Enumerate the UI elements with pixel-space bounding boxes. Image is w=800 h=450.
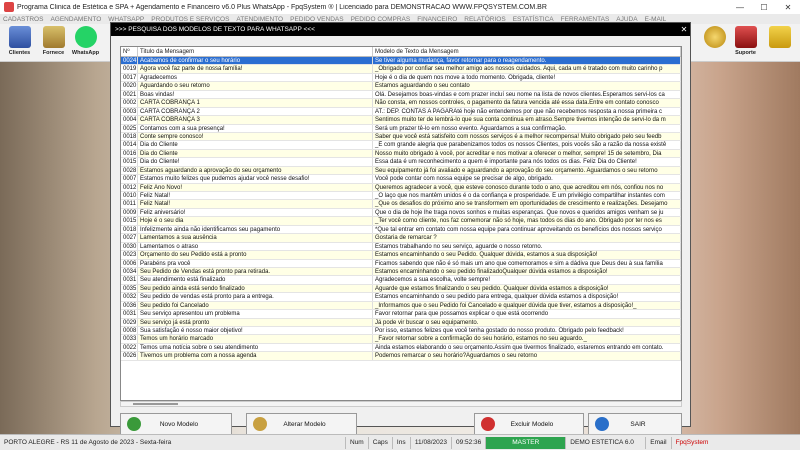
cell-title: Estamos aguardando a aprovação do seu orçamento: [138, 167, 373, 174]
cell-title: Dia do Cliente: [138, 150, 373, 157]
table-row[interactable]: [121, 150, 681, 158]
table-row[interactable]: [121, 74, 681, 82]
cell-model: Seu equipamento já foi avaliado e aguardando a aprovação do seu orçamento. Aguardamos o seu retorno: [373, 167, 681, 174]
table-row[interactable]: [121, 91, 681, 99]
cell-number: 0015: [123, 218, 137, 225]
excluir-modelo-button[interactable]: [474, 413, 584, 435]
table-row[interactable]: [121, 293, 681, 301]
cell-model: Você pode contar com nossa equipe se precisar de algo, obrigado.: [373, 175, 681, 182]
cell-title: Lamentamos a sua ausência: [138, 234, 373, 241]
table-row[interactable]: [121, 82, 681, 90]
cell-title: Feliz aniversário!: [138, 209, 373, 216]
menu-item[interactable]: WHATSAPP: [108, 15, 145, 23]
table-row[interactable]: [121, 192, 681, 200]
cell-number: 0003: [123, 108, 137, 115]
cell-title: Dia do Cliente!: [138, 158, 373, 165]
menu-item[interactable]: PEDIDO COMPRAS: [350, 15, 411, 23]
fornecedores-button[interactable]: [37, 26, 70, 60]
grid-header: [121, 47, 681, 57]
door-exit-icon: [769, 26, 791, 48]
cell-title: Tivemos um problema com a nossa agenda: [138, 352, 373, 359]
table-row[interactable]: [121, 141, 681, 149]
cell-model: Estamos aguardando o seu contato: [373, 82, 681, 89]
cell-model: *Que tal entrar em contato com nossa equipe para continuar aproveitando os benefícios dos nossos serviço: [373, 226, 681, 233]
cell-number: 0004: [123, 117, 137, 124]
cell-number: 0024: [123, 58, 137, 64]
maximize-button[interactable]: ☐: [760, 2, 768, 12]
cell-title: Dia do Cliente: [138, 141, 373, 148]
table-row[interactable]: [121, 167, 681, 175]
app-icon: [4, 2, 14, 12]
cell-title: Seu pedido foi Cancelado: [138, 302, 373, 309]
cell-model: Queremos agradecer a você, que esteve conosco durante todo o ano, que acreditou em nós, confiou nos no: [373, 184, 681, 191]
table-row[interactable]: [121, 133, 681, 141]
table-row[interactable]: [121, 99, 681, 107]
table-row[interactable]: [121, 226, 681, 234]
status-bar: [0, 434, 800, 450]
suporte-label: Suporte: [735, 50, 756, 56]
cell-title: Seu Pedido de Vendas está pronto para retirada.: [138, 268, 373, 275]
cell-number: 0035: [123, 285, 137, 292]
table-row[interactable]: [121, 310, 681, 318]
alterar-modelo-button[interactable]: [246, 413, 357, 435]
cell-model: Sentimos muito ter de lembrá-lo que sua conta continua em atraso.Sempre tivemos intenção de servi-lo da m: [373, 116, 681, 123]
cell-model: Saber que você está satisfeito com nossos serviços é a melhor recompensa! Muito obrigado pelo seu feedb: [373, 133, 681, 140]
cell-title: Feliz Natal!: [138, 200, 373, 207]
cell-title: Lamentamos o atraso: [138, 243, 373, 250]
cell-title: Acabamos de confirmar o seu horário: [138, 57, 373, 64]
cell-title: Conte sempre conosco!: [138, 133, 373, 140]
cell-number: 0016: [123, 150, 137, 157]
menu-item[interactable]: PEDIDO VENDAS: [290, 15, 344, 23]
minimize-button[interactable]: —: [736, 2, 744, 12]
cell-title: Sua satisfação é nosso maior objetivo!: [138, 327, 373, 334]
status-caps: Caps: [368, 437, 392, 449]
table-row[interactable]: [121, 268, 681, 276]
cell-number: 0033: [123, 336, 137, 343]
table-row[interactable]: [121, 302, 681, 310]
table-row[interactable]: [121, 251, 681, 259]
menu-item[interactable]: AJUDA: [616, 15, 638, 23]
cell-model: _Que os desafios do próximo ano se transformem em oportunidades de crescimento e realizações. Desejamo: [373, 200, 681, 207]
cell-model: Já pode vir buscar o seu equipamento.: [373, 319, 681, 326]
alterar-modelo-label: Alterar Modelo: [283, 420, 326, 428]
support-icon: [735, 26, 757, 48]
cell-title: Infelizmente ainda não identificamos seu pagamento: [138, 226, 373, 233]
clientes-button[interactable]: [3, 26, 36, 60]
status-database: DEMO ESTETICA 6.0: [565, 437, 645, 449]
table-row[interactable]: [121, 319, 681, 327]
cell-model: Que o dia de hoje lhe traga novos sonhos e muitas esperanças. Que novos e queridos amigos venham se ju: [373, 209, 681, 216]
cell-title: Agora você faz parte de nossa família!: [138, 65, 373, 72]
table-row[interactable]: [121, 217, 681, 225]
menu-item[interactable]: CADASTROS: [3, 15, 44, 23]
templates-dialog: [110, 22, 691, 427]
status-brand: FpqSystem: [671, 437, 713, 449]
table-row[interactable]: [121, 200, 681, 208]
whatsapp-button[interactable]: [69, 26, 102, 60]
table-row[interactable]: [121, 352, 681, 360]
cell-number: 0019: [123, 66, 137, 73]
cell-title: Temos uma notícia sobre o seu atendimento: [138, 344, 373, 351]
cell-model: _Ter você como cliente, nos faz comemorar não só hoje, mas todos os dias do ano. Obrigado por ter nos es: [373, 217, 681, 224]
cell-model: _Obrigado por confiar seu melhor amigo aos nossos cuidados. Aqui, cada um é tratado com muito carinho p: [373, 65, 681, 72]
cell-number: 0026: [123, 353, 137, 360]
cell-title: Aguardando o seu retorno: [138, 82, 373, 89]
cell-title: CARTA COBRANÇA 1: [138, 99, 373, 106]
menu-item[interactable]: E-MAIL: [644, 15, 667, 23]
close-window-button[interactable]: ✕: [784, 2, 792, 12]
cell-model: Estamos encaminhando o seu pedido para entrega, qualquer dúvida estamos a disposição!: [373, 293, 681, 300]
menu-item[interactable]: FERRAMENTAS: [560, 15, 610, 23]
menu-item[interactable]: ATENDIMENTO: [236, 15, 284, 23]
novo-modelo-label: Novo Modelo: [159, 420, 199, 428]
cell-model: _O laço que nos mantêm unidos é o da confiança e prosperidade. É um privilégio compartilhar instantes com: [373, 192, 681, 199]
cell-model: Estamos encaminhando o seu Pedido. Qualquer dúvida, estamos a sua disposição!: [373, 251, 681, 258]
table-row[interactable]: [121, 116, 681, 124]
cell-number: 0018: [123, 226, 137, 233]
dialog-titlebar: [111, 23, 690, 36]
templates-grid[interactable]: [120, 46, 682, 401]
cell-number: 0017: [123, 74, 137, 81]
table-row[interactable]: [121, 125, 681, 133]
cell-model: Favor retornar para que possamos explicar o que está ocorrendo: [373, 310, 681, 317]
table-row[interactable]: [121, 344, 681, 352]
status-user: MASTER: [485, 437, 565, 449]
cell-model: Essa data é um reconhecimento a quem é importante para nós todos os dias. Feliz Dia do Cliente!: [373, 158, 681, 165]
window-title: Programa Clinica de Estética e SPA + Agendamento e Financeiro v6.0 Plus WhatsApp - FpqSystem ® | Licenciado para DEMONSTRACAO WWW.FPQSYSTEM.COM.BR: [17, 3, 547, 11]
cell-model: Será um prazer tê-lo em nosso evento. Aguardamos a sua confirmação.: [373, 125, 681, 132]
cell-number: 0020: [123, 83, 137, 90]
cell-title: Boas vindas!: [138, 91, 373, 98]
horizontal-scrollbar[interactable]: [120, 401, 682, 407]
whatsapp-label: WhatsApp: [71, 50, 100, 56]
people-icon: [9, 26, 31, 48]
menu-item[interactable]: FINANCEIRO: [417, 15, 458, 23]
cell-model: Aguarde que estamos finalizando o seu pedido. Qualquer dúvida estamos a disposição!: [373, 285, 681, 292]
status-ins: Ins: [392, 437, 410, 449]
table-row[interactable]: [121, 276, 681, 284]
cell-model: Ainda estamos elaborando o seu orçamento.Assim que tivermos finalizado, estaremos entrando em contato.: [373, 344, 681, 351]
cell-number: 0021: [123, 91, 137, 98]
cell-number: 0027: [123, 235, 137, 242]
clientes-label: Clientes: [8, 50, 31, 56]
exit-app-button[interactable]: [763, 26, 796, 60]
grid-body: [121, 57, 681, 361]
cell-model: _Informamos que o seu Pedido foi Cancelado e qualquer dúvida que tiver, estamos a disposição!_: [373, 302, 681, 309]
cell-model: Podemos remarcar o seu horário?Aguardamos o seu retorno: [373, 352, 681, 359]
dialog-close-button[interactable]: ✕: [680, 25, 688, 34]
cell-title: Seu serviço já está pronto: [138, 319, 373, 326]
cell-number: 0022: [123, 344, 137, 351]
cell-number: 0030: [123, 243, 137, 250]
cell-model: Ficamos sabendo que não é só mais um ano que comemoramos e sim a dádiva que Deus deu à sua família: [373, 260, 681, 267]
cell-title: Seu serviço apresentou um problema: [138, 310, 373, 317]
table-row[interactable]: [121, 57, 681, 65]
cell-number: 0006: [123, 260, 137, 267]
cell-title: Seu pedido de vendas está pronto para a entrega.: [138, 293, 373, 300]
table-row[interactable]: [121, 65, 681, 73]
cell-number: 0029: [123, 319, 137, 326]
cell-title: CARTA COBRANÇA 2: [138, 108, 373, 115]
cell-title: Orçamento do seu Pedido está a pronto: [138, 251, 373, 258]
col-header-model[interactable]: Modelo de Texto da Mensagem: [373, 47, 681, 56]
menu-item[interactable]: RELATÓRIOS: [464, 15, 506, 23]
money-button[interactable]: [698, 26, 731, 60]
table-row[interactable]: [121, 175, 681, 183]
col-header-title[interactable]: Titulo da Mensagem: [138, 47, 373, 56]
cell-number: 0014: [123, 142, 137, 149]
scrollbar-thumb[interactable]: [133, 403, 178, 405]
cell-title: Estamos muito felizes que pudemos ajudar você nesse desafio!: [138, 175, 373, 182]
fornecedores-label: Fornece: [42, 50, 65, 56]
table-row[interactable]: [121, 158, 681, 166]
sair-label: SAIR: [630, 420, 646, 428]
cell-number: 0031: [123, 311, 137, 318]
cell-model: _Favor retornar sobre a confirmação do seu horário, estamos no seu aguardo._: [373, 335, 681, 342]
cell-number: 0028: [123, 167, 137, 174]
cell-title: Hoje é o seu dia: [138, 217, 373, 224]
menu-item[interactable]: PRODUTOS E SERVIÇOS: [151, 15, 230, 23]
status-date: 11/08/2023: [410, 437, 451, 449]
table-row[interactable]: [121, 327, 681, 335]
cell-model: Olá. Desejamos boas-vindas e com prazer incluí seu nome na lista de novos clientes.Esperamos servi-los ca: [373, 91, 681, 98]
cell-title: CARTA COBRANÇA 3: [138, 116, 373, 123]
cell-number: 0008: [123, 328, 137, 334]
exit-arrow-icon: [595, 417, 609, 431]
novo-modelo-button[interactable]: [120, 413, 232, 435]
cell-model: Estamos encaminhando o seu pedido finalizadoQualquer dúvida estamos a disposição!: [373, 268, 681, 275]
cell-title: Feliz Ano Novo!: [138, 184, 373, 191]
table-row[interactable]: [121, 335, 681, 343]
cell-title: Contamos com a sua presença!: [138, 125, 373, 132]
cell-title: Seu atendimento está finalizado: [138, 276, 373, 283]
cell-number: 0010: [123, 193, 137, 199]
cell-model: AT.: DEP. CONTAS A PAGARAté hoje não entendemos por que não recebemos resposta a nossa primeira c: [373, 108, 681, 115]
cell-number: 0025: [123, 125, 137, 132]
cell-number: 0034: [123, 268, 137, 275]
cell-model: Nosso muito obrigado à você, por acreditar e nos motivar a oferecer o melhor, sempre! 15 de setembro, Dia: [373, 150, 681, 157]
cell-title: Seu pedido ainda está sendo finalizado: [138, 285, 373, 292]
sair-button[interactable]: [588, 413, 682, 435]
cell-number: 0012: [123, 184, 137, 191]
suppliers-icon: [43, 26, 65, 48]
cell-number: 0036: [123, 302, 137, 309]
delete-document-icon: [481, 417, 495, 431]
cell-model: Agradecemos a sua escolha, volte sempre!: [373, 276, 681, 283]
cell-model: Estamos trabalhando no seu serviço, aguarde o nosso retorno.: [373, 243, 681, 250]
table-row[interactable]: [121, 184, 681, 192]
col-header-number[interactable]: Nº: [121, 47, 138, 56]
table-row[interactable]: [121, 108, 681, 116]
status-time: 09:52:36: [451, 437, 485, 449]
whatsapp-icon: [75, 26, 97, 48]
cell-number: 0009: [123, 209, 137, 216]
cell-number: 0032: [123, 294, 137, 301]
cell-model: _É com grande alegria que parabenizamos todos os nossos Clientes, pois vocês são a razão da nossa existê: [373, 141, 681, 148]
table-row[interactable]: [121, 209, 681, 217]
cell-title: Feliz Natal!: [138, 192, 373, 199]
cell-model: Gostaria de remarcar ?: [373, 234, 681, 241]
cell-number: 0015: [123, 159, 137, 166]
excluir-modelo-label: Excluir Modelo: [510, 420, 554, 428]
cell-number: 0007: [123, 176, 137, 183]
cell-number: 0002: [123, 100, 137, 107]
cell-model: Hoje é o dia de quem nos move a todo momento. Obrigada, cliente!: [373, 74, 681, 81]
cell-title: Temos um horário marcado: [138, 335, 373, 342]
cell-number: 0023: [123, 252, 137, 259]
status-email[interactable]: Email: [645, 437, 670, 449]
table-row[interactable]: [121, 234, 681, 242]
cell-number: 0018: [123, 133, 137, 140]
status-location: PORTO ALEGRE - RS 11 de Agosto de 2023 - Sexta-feira: [4, 438, 172, 446]
cell-title: Parabéns pra você: [138, 260, 373, 267]
table-row[interactable]: [121, 243, 681, 251]
menu-item[interactable]: ESTATÍSTICA: [512, 15, 554, 23]
table-row[interactable]: [121, 285, 681, 293]
cell-number: 0011: [121, 200, 138, 207]
cell-model: Por isso, estamos felizes que você tenha gostado do nosso produto. Obrigado pelo feedback!: [373, 327, 681, 334]
cell-model: Não consta, em nossos controles, o pagamento da fatura vencida até essa data.Entre em contato conosco: [373, 99, 681, 106]
table-row[interactable]: [121, 260, 681, 268]
cell-number: 0031: [123, 277, 137, 284]
cell-model: Se tiver alguma mudança, favor retornar para o reagendamento.: [373, 57, 681, 64]
new-document-icon: [127, 417, 141, 431]
suporte-button[interactable]: [729, 26, 762, 60]
menu-item[interactable]: AGENDAMENTO: [50, 15, 102, 23]
dialog-title: >>> PESQUISA DOS MODELOS DE TEXTO PARA WHATSAPP <<<: [115, 26, 315, 33]
coins-icon: [704, 26, 726, 48]
status-num: Num: [345, 437, 368, 449]
window-titlebar: [0, 0, 800, 14]
cell-title: Agradecemos: [138, 74, 373, 81]
edit-document-icon: [253, 417, 267, 431]
